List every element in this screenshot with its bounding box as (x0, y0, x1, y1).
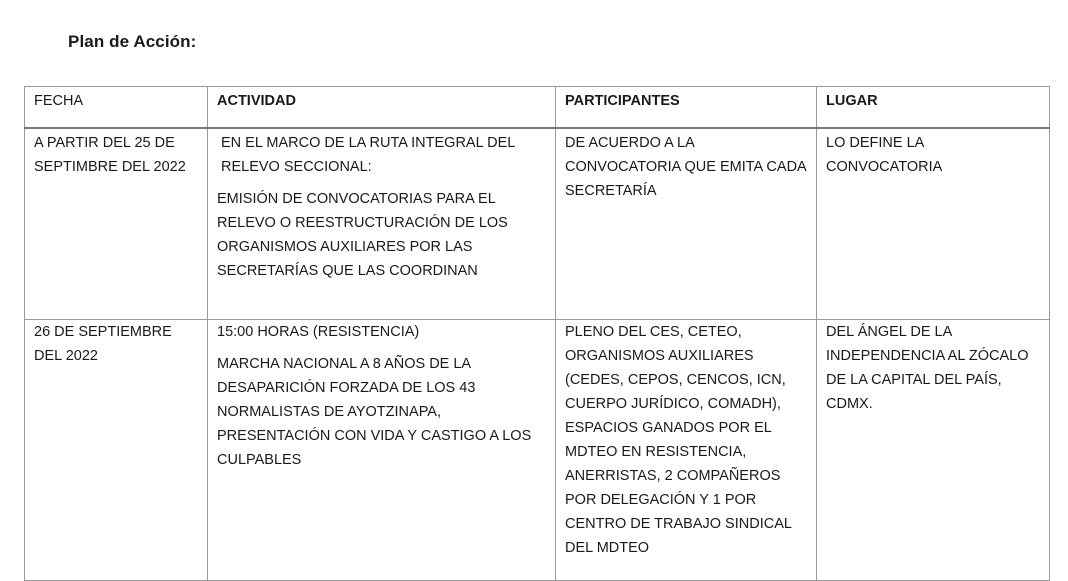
header-participantes: PARTICIPANTES (556, 87, 817, 129)
actividad-body: MARCHA NACIONAL A 8 AÑOS DE LA DESAPARICIÓN FORZADA DE LOS 43 NORMALISTAS DE AYOTZINAPA, PRESENTACIÓN CON VIDA Y CASTIGO A LOS CULPABLES (217, 356, 532, 468)
table-row (25, 320, 1050, 581)
actividad-body: EMISIÓN DE CONVOCATORIAS PARA EL RELEVO O REESTRUCTURACIÓN DE LOS ORGANISMOS AUXILIARES POR LAS SECRETARÍAS QUE LAS COORDINAN (217, 191, 508, 279)
cell-actividad (208, 128, 556, 320)
cell-participantes: DE ACUERDO A LA CONVOCATORIA QUE EMITA CADA SECRETARÍA (556, 128, 817, 320)
cell-lugar: DEL ÁNGEL DE LA INDEPENDENCIA AL ZÓCALO DE LA CAPITAL DEL PAÍS, CDMX. (817, 320, 1050, 581)
actividad-intro: EN EL MARCO DE LA RUTA INTEGRAL DEL RELEVO SECCIONAL: (221, 135, 515, 175)
header-lugar: LUGAR (817, 87, 1050, 129)
cell-fecha: A PARTIR DEL 25 DE SEPTIMBRE DEL 2022 (25, 128, 208, 320)
cell-participantes: PLENO DEL CES, CETEO, ORGANISMOS AUXILIARES (CEDES, CEPOS, CENCOS, ICN, CUERPO JURÍDICO, COMADH), ESPACIOS GANADOS POR EL MDTEO EN RESISTENCIA, ANERRISTAS, 2 COMPAÑEROS POR DELEGACIÓN Y 1 POR CENTRO DE TRABAJO SINDICAL DEL MDTEO (556, 320, 817, 581)
action-plan-table (24, 86, 1050, 581)
table-row (25, 128, 1050, 320)
page-title: Plan de Acción: (68, 32, 197, 51)
actividad-intro: 15:00 HORAS (RESISTENCIA) (217, 324, 420, 340)
header-actividad: ACTIVIDAD (208, 87, 556, 129)
cell-actividad (208, 320, 556, 581)
cell-lugar: LO DEFINE LA CONVOCATORIA (817, 128, 1050, 320)
cell-fecha: 26 DE SEPTIEMBRE DEL 2022 (25, 320, 208, 581)
header-fecha: FECHA (25, 87, 208, 129)
table-header-row (25, 87, 1050, 129)
